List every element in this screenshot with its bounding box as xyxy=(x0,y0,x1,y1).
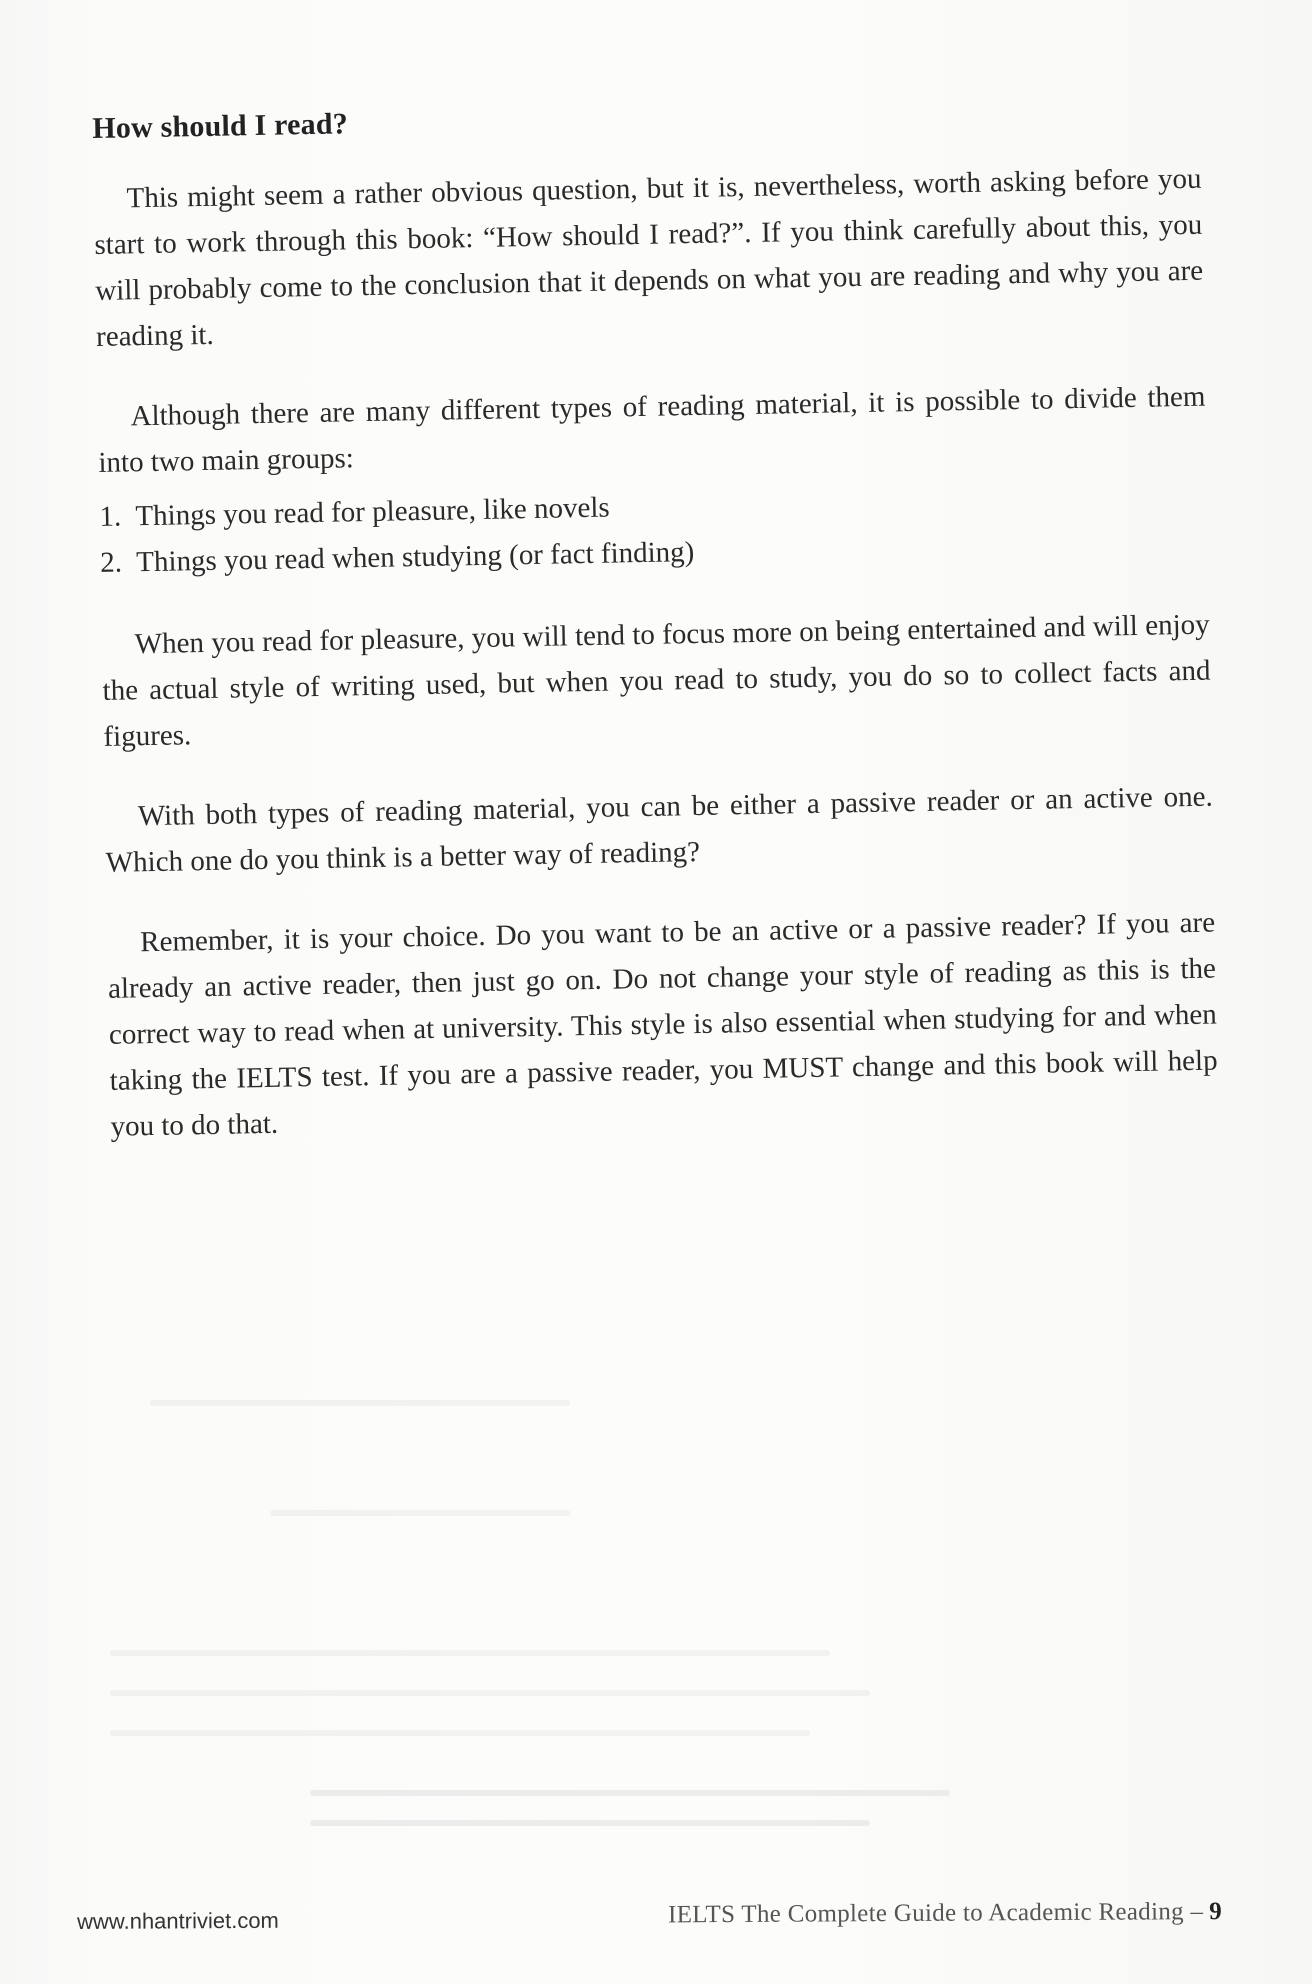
section-heading: How should I read? xyxy=(92,107,349,145)
reading-groups-list xyxy=(99,474,1208,586)
paragraph-pleasure-vs-study: When you read for pleasure, you will tend to focus more on being entertained and will enjoy the actual style of writing used, but when you read to study, you do so to collect facts and figures. xyxy=(102,608,1211,753)
list-item-text: Things you read for pleasure, like novels xyxy=(135,491,610,533)
page-footer xyxy=(77,1898,1222,1945)
list-item-text: Things you read when studying (or fact finding) xyxy=(135,536,695,579)
list-item-number: 1. xyxy=(99,500,122,533)
list-item-number: 2. xyxy=(99,546,123,579)
paragraph-passive-active: With both types of reading material, you can be either a passive reader or an active one. Which one do you think is a better way of reading? xyxy=(105,780,1214,879)
footer-book-title: IELTS The Complete Guide to Academic Reading – xyxy=(667,1898,1204,1929)
footer-book-info xyxy=(668,1898,1222,1929)
page-number: 9 xyxy=(1209,1898,1223,1926)
footer-website: www.nhantriviet.com xyxy=(77,1907,279,1934)
paragraph-material-types: Although there are many different types of reading material, it is possible to divide them into two main groups: xyxy=(98,380,1206,479)
show-through-artifact xyxy=(110,1380,1010,1900)
page-content xyxy=(92,92,1219,1184)
paragraph-intro: This might seem a rather obvious question, but it is, nevertheless, worth asking before you start to work through this book: “How should I read?”. If you think carefully about this, you will probably come to the conclusion that it depends on what you are reading and why you are reading it. xyxy=(94,162,1204,353)
paragraph-your-choice: Remember, it is your choice. Do you want to be an active or a passive reader? If you are already an active reader, then just go on. Do not change your style of reading as this is the correct way to read when at university. This style is also essential when studying for and when taking the IELTS test. If you are a passive reader, you MUST change and this book will help you to do that. xyxy=(107,906,1218,1143)
